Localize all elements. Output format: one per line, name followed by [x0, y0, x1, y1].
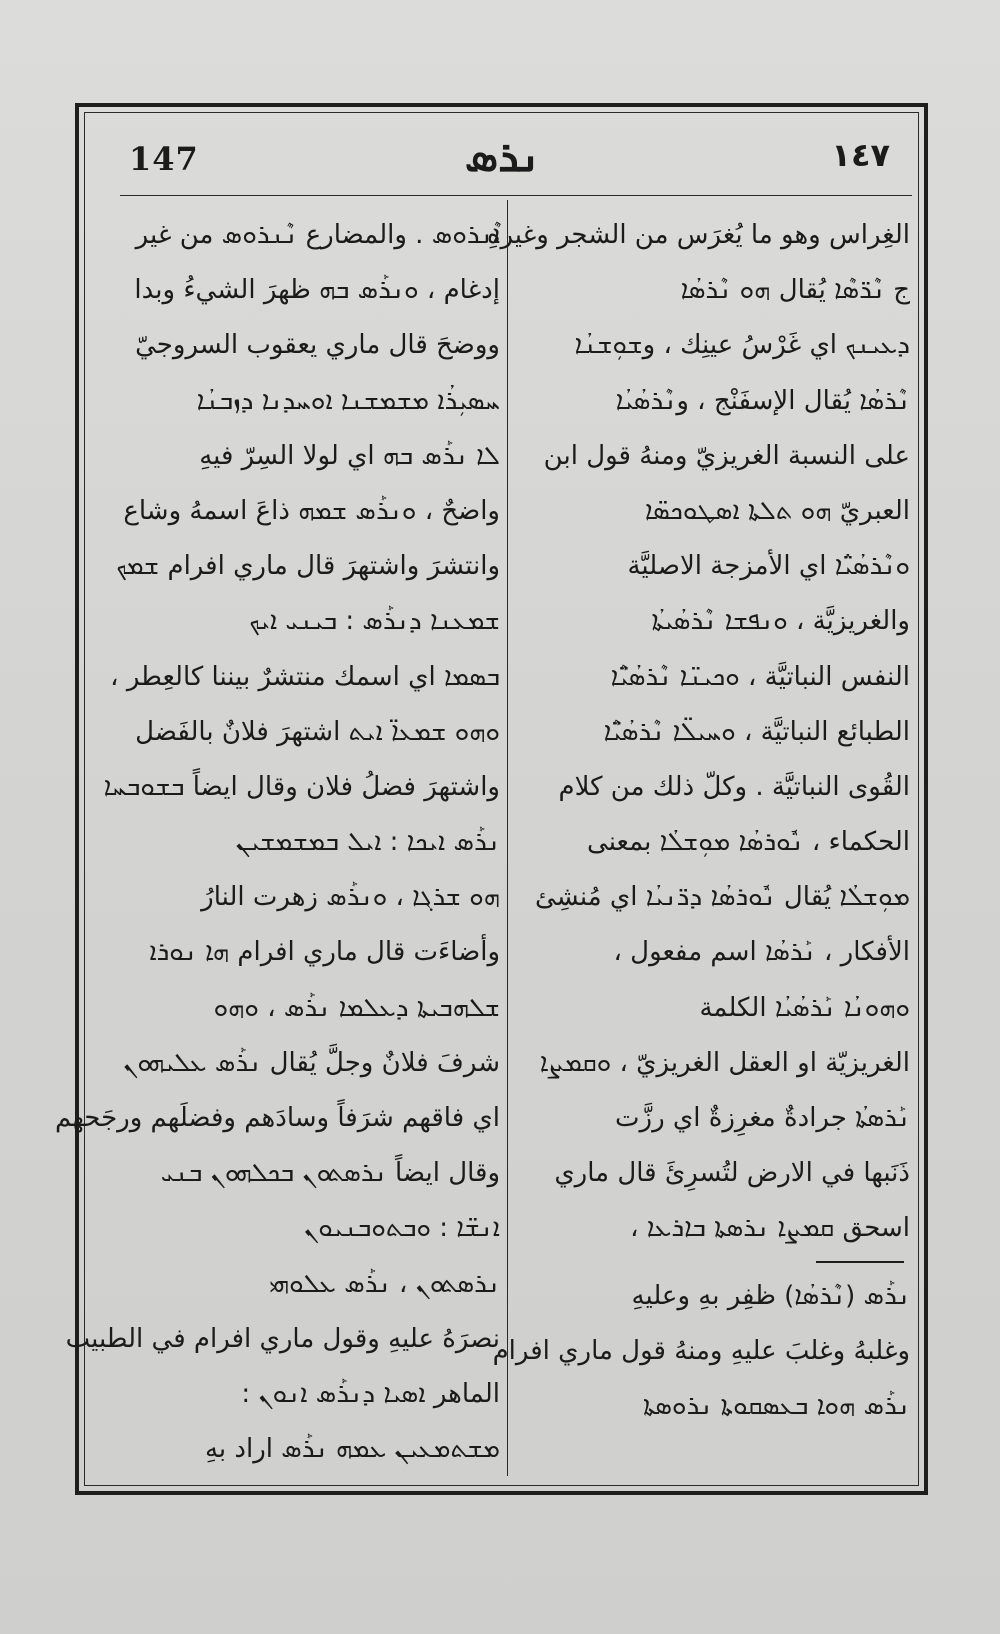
text-line: ܢܪܰܣ (ܢܶܪܣܳܐ) ظفِر بهِ وعليهِ [631, 1280, 910, 1311]
text-line: ܢܪܰܣ ܐܝܟܐ : ܐܝܠ ܒܡܫܡܫܝܢ [235, 827, 500, 858]
text-line: ܡܫܬܡܥܝܢ ܥܡܗ ܢܪܰܣ اراد بهِ [204, 1434, 500, 1465]
text-line: الحكماء ، ܢܽܘܪܣܳܐ ܡܘܼܫܠܳܐ بمعنى [587, 827, 910, 858]
right-column [486, 208, 910, 1473]
text-line: ذَنَبها في الارض لتُسرِئَ قال ماري [554, 1158, 910, 1189]
text-line: والغريزيَّة ، ܘܢܦܫܐ ܢܶܪܣܳܝܬܳܐ [651, 606, 910, 637]
text-line: العبريّ ܗܘ ܬܠܬܐ ܐܣܛܘܟܣ̈ܐ [644, 495, 910, 526]
text-line: على النسبة الغريزيّ ومنهُ قول ابن [543, 440, 910, 471]
text-line: الطبائع النباتيَّة ، ܘܚܝܠ̈ܐ ܢܶܪܣܳܝܶ̈ܐ [603, 716, 910, 747]
text-line: ܘܢܶܪܣܳܝܳ̈ܐ اي الأمزجة الاصليَّة [627, 551, 910, 582]
text-line: ܢܶܪܣܳܐ يُقال الإسفَنْج ، وܢܶܪܣܳܝܳܐ [615, 385, 910, 416]
column-divider [507, 200, 508, 1476]
text-line: الماهر ܐܣܝܐ ܕܢܪܰܣ ܐܢܘܢ : [241, 1378, 500, 1409]
text-line: ܚܣܝܼܪܳܐ ܡܫܡܫܢܐ ܐܘܚܕܢܐ ܕܙܒܢܳܐ [196, 385, 500, 416]
text-line: ܢܪܰܣ ܗܘܐ ܒܥܣܩܘܬܐ ܢܪܘܣܬܐ [643, 1390, 910, 1421]
text-line: ج ܢܶܪ̈ܣܶܐ يُقال ܗܘ ܢܶܪܣܳܐ [680, 275, 910, 306]
running-head: ܢܪܣ [464, 132, 541, 181]
text-line: النفس النباتيَّة ، ܘܟܝܢ̈ܐ ܢܶܪܣܳܝܶ̈ܐ [610, 661, 910, 692]
header-rule [120, 195, 912, 196]
text-line: ܢܪܣܬܘܢ ، ܢܪܰܣ ܥܠܘܗܝ [269, 1268, 500, 1299]
text-line: وغلبهُ وغلبَ عليهِ ومنهُ قول ماري افرام [492, 1335, 910, 1366]
text-line: وقال ايضاً ܢܪܣܬܘܢ ܒܟܠܗܘܢ ܒܢܝ [160, 1158, 500, 1189]
text-line: واشتهرَ فضلُ فلان وقال ايضاً ܒܫܘܒܚܐ [103, 771, 500, 802]
page-number-arabic: ١٤٧ [831, 136, 890, 174]
section-rule [515, 1257, 910, 1269]
text-line: ܐܢܫ̈ܐ : ܘܒܬܘܒܢܝܘܢ [304, 1213, 500, 1244]
text-line: واضحٌ ، ܘܢܪܰܣ ܫܡܗ ذاعَ اسمهُ وشاع [123, 495, 500, 526]
text-line: الغريزيّة او العقل الغريزيّ ، ܘܩܡܨܐ [539, 1047, 910, 1078]
text-line: ܘܗܘܢܳܐ ܢܰܪܣܳܝܳܐ الكلمة [699, 992, 910, 1023]
text-line: شرفَ فلانٌ وجلَّ يُقال ܢܪܰܣ ܥܠܝܗܘܢ [123, 1047, 500, 1078]
text-line: ܠܐ ܢܪܰܣ ܒܗ اي لولا السِرّ فيهِ [199, 440, 500, 471]
text-line: نصرَهُ عليهِ وقول ماري افرام في الطبيب [65, 1323, 500, 1354]
text-line: اي فاقهم شرَفاً وسادَهم وفضلَهم ورجَحهم [55, 1103, 500, 1133]
text-line: وانتشرَ واشتهرَ قال ماري افرام ܫܡܟ [116, 551, 500, 582]
text-line: ܡܘܼܫܠܳܐ يُقال ܢܽܘܪܣܳܐ ܕܪ̈ܢܝܳܐ اي مُنشِئ [535, 882, 910, 913]
page-header [95, 132, 910, 192]
left-column [55, 208, 500, 1473]
text-line: ܒܣܡܐ اي اسمك منتشرٌ بيننا كالعِطر ، [110, 661, 500, 692]
text-line: وأضاءَت قال ماري افرام ܗܐ ܢܘܪܐ [149, 937, 500, 968]
text-line: ܢܰܪܣܬܳܐ جرادةٌ مغرِزةٌ اي رزَّت [615, 1103, 910, 1133]
text-line: اسحق ܩܡܨܐ ܢܪܣܬܐ ܒܐܪܥܐ ، [630, 1213, 910, 1244]
text-line: ܕܥܝܢܟ اي غَرْسُ عينِك ، وܫܘܼܫܢܳܐ [574, 330, 910, 361]
text-line: القُوى النباتيَّة . وكلّ ذلك من كلام [558, 771, 910, 802]
text-line: ܐܶܢܪܘܣ . والمضارع ܢܶܢܪܘܣ من غير [135, 220, 500, 250]
text-line: ܘܗܘ ܫܡܥܐ̈ ܐܝܬ اشتهرَ فلانٌ بالفَضل [135, 716, 500, 747]
text-line: ܫܠܗܒܝܬܐ ܕܥܠܡܐ ܢܪܰܣ ، ܘܗܘ [213, 992, 500, 1023]
text-line: ܫܡܥܢܐ ܕܢܪܰܣ : ܒܝܢܝ ܐܝܟ [249, 606, 500, 637]
page-number-latin: 147 [129, 140, 199, 178]
text-line: ܗܘ ܫܪܓܐ ، ܘܢܪܰܣ زهرت النارُ [201, 882, 500, 913]
text-line: الغِراس وهو ما يُغرَس من الشجر وغيرهِ [486, 220, 910, 250]
text-line: الأفكار ، ܢܰܪܣܳܐ اسم مفعول ، [613, 937, 910, 968]
text-line: ووضحَ قال ماري يعقوب السروجيّ [135, 330, 500, 361]
text-line: إدغام ، ܘܢܪܰܣ ܒܗ ظهرَ الشيءُ وبدا [134, 275, 500, 306]
